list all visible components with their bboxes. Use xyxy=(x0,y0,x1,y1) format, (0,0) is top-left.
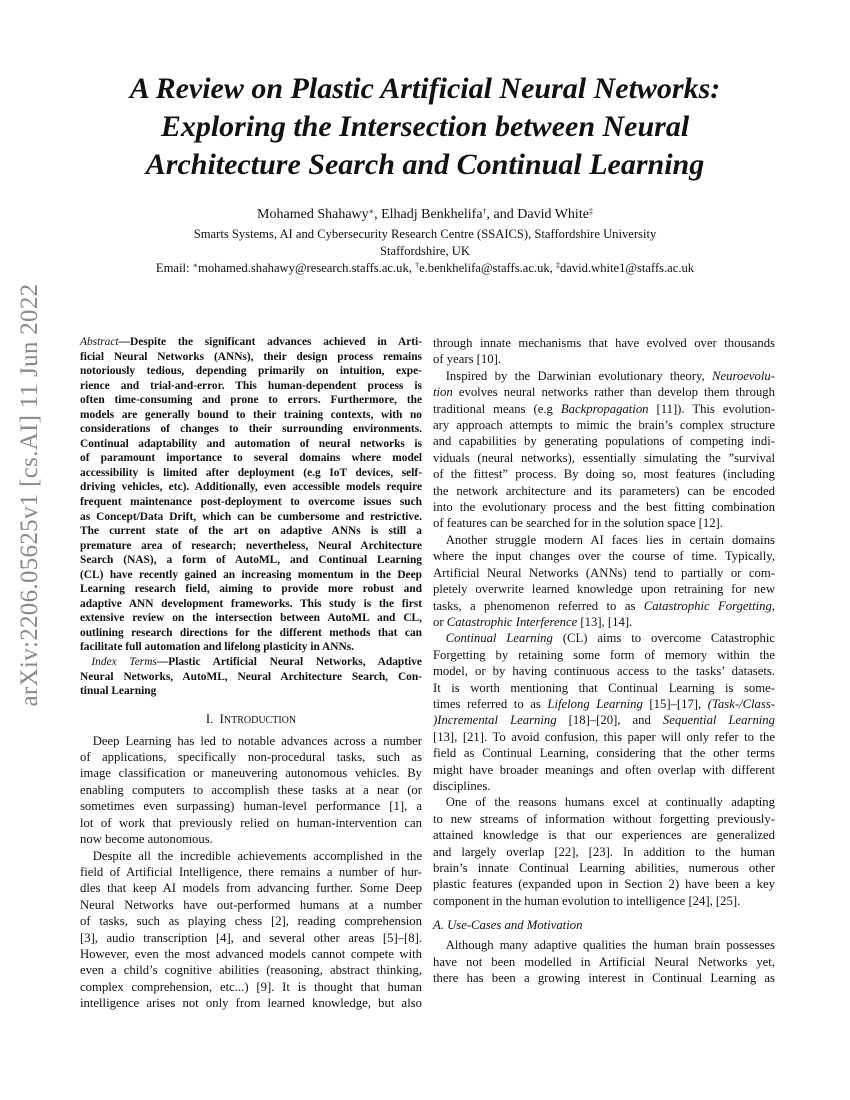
affiliation: Smarts Systems, AI and Cybersecurity Research Centre (SSAICS), Staffordshire University xyxy=(193,227,657,241)
author-mark: ∗ xyxy=(368,207,375,216)
abstract-line: Continual adaptability and automation of neural networks is xyxy=(80,437,422,450)
paragraph-line: Artificial Neural Networks (ANNs) tend to partially or com- xyxy=(433,565,775,580)
paragraph xyxy=(80,733,422,848)
paragraph-line: brain’s innate Continual Learning abilities, numerous other xyxy=(433,861,775,875)
paragraph-line: enabling computers to accomplish these tasks at a near (or xyxy=(80,782,422,797)
paragraph xyxy=(433,794,775,909)
term-italic: Continual Learning xyxy=(445,631,553,646)
paragraph xyxy=(433,937,775,986)
paragraph xyxy=(433,630,775,794)
email-mark: † xyxy=(415,261,420,270)
abstract-line xyxy=(80,335,422,350)
term-italic: Catastrophic Forgetting xyxy=(643,598,772,613)
paragraph-line: image classification or maneuvering autonomous vehicles. By xyxy=(80,766,422,781)
paragraph-line: even a child’s cognitive abilities (reasoning, abstract thinking, xyxy=(80,963,422,978)
author-name: Elhadj Benkhelifa xyxy=(381,207,483,222)
email-mark: ∗ xyxy=(192,261,199,270)
index-terms xyxy=(80,655,422,699)
paragraph-line: pletely overwrite learned knowledge upon retraining for new xyxy=(433,582,775,597)
abstract-line: (CL) have recently gained an increasing momentum in the Deep xyxy=(80,568,422,581)
paragraph-line: intelligence arises not only from learned knowledge, but also xyxy=(80,996,422,1011)
title-line: Exploring the Intersection between Neural xyxy=(160,110,690,143)
email-line xyxy=(60,260,790,277)
paragraph-line: now become autonomous. xyxy=(80,832,213,847)
subsection-heading: A. Use-Cases and Motivation xyxy=(433,918,583,933)
paragraph-line: of the fittest” process. By doing so, most features (including xyxy=(433,467,775,482)
text-run: evolves neural networks rather than develop them through xyxy=(458,385,775,400)
index-terms-text: —Plastic Artificial Neural Networks, Adaptive xyxy=(156,656,422,669)
paragraph-line: field as Continual Learning, considering that the other terms xyxy=(433,746,775,761)
abstract-line: accessibility is limited after deployment (e.g IoT devices, self- xyxy=(80,466,422,479)
paragraph xyxy=(433,368,775,532)
section-heading-introduction xyxy=(80,711,422,729)
paragraph-line: viduals (neural networks), essentially simulating the ”survival xyxy=(433,450,775,465)
paragraph-line: and largely overlap [22], [23]. In addition to the human xyxy=(433,844,775,859)
text-run: , xyxy=(771,598,775,613)
term-italic: Catastrophic Interference xyxy=(446,614,578,629)
index-terms-line: tinual Learning xyxy=(80,685,157,698)
paragraph-line: through innate mechanisms that have evolved over thousands xyxy=(433,336,775,350)
email-address: e.benkhelifa@staffs.ac.uk, xyxy=(419,261,553,275)
paragraph-line xyxy=(433,794,775,810)
text-run: Although many adaptive qualities the human brain possesses xyxy=(445,938,775,953)
author-list: Mohamed Shahawy∗, Elhadj Benkhelifa†, and David White‡ xyxy=(257,207,593,222)
paragraph-line xyxy=(80,848,422,864)
left-column xyxy=(80,335,422,1012)
paragraph-line: Forgetting by retaining some form of memory within the xyxy=(433,647,775,662)
paragraph-line xyxy=(80,733,422,749)
index-terms-line: Neural Networks, AutoML, Neural Architecture Search, Con- xyxy=(80,670,422,683)
paragraph-line: sometimes even surpassing) human-level performance [1], a xyxy=(80,799,422,814)
arxiv-id-text: arXiv:2206.05625v1 [cs.AI] 11 Jun 2022 xyxy=(16,283,43,707)
paragraph-line: of tasks, such as playing chess [2], reading comprehension xyxy=(80,914,422,929)
text-run: Another struggle modern AI faces lies in certain domains xyxy=(445,532,775,547)
text-run: [11]). This evolution- xyxy=(656,401,776,416)
email-address: david.white1@staffs.ac.uk xyxy=(559,261,695,275)
paragraph-line: model, or by having continuous access to the tasks’ datasets. xyxy=(433,664,775,679)
abstract-line: notoriously tedious, depending primarily on intuition, expe- xyxy=(80,365,422,378)
paragraph-line: the network architecture and its parameters) can be encoded xyxy=(433,483,775,498)
email-address: mohamed.shahawy@research.staffs.ac.uk, xyxy=(198,261,412,275)
text-run: or xyxy=(433,614,444,629)
abstract-line: extensive review on the intersection between AutoML and CL, xyxy=(80,612,422,625)
text-run: traditional means (e.g xyxy=(433,401,553,416)
abstract-line: driving vehicles, etc). Additionally, even accessible models require xyxy=(80,481,422,494)
paragraph-line: [3], audio transcription [4], and several other areas [5]–[8]. xyxy=(80,930,422,945)
section-title-rest: NTRODUCTION xyxy=(223,714,297,726)
abstract-line: models are generally bound to their training contexts, with no xyxy=(80,408,422,421)
paragraph-line: [13], [21]. To avoid confusion, this paper will only refer to the xyxy=(433,729,775,744)
email-mark: ‡ xyxy=(555,261,560,270)
text-run: (CL) aims to overcome Catastrophic xyxy=(562,631,776,646)
paragraph-line xyxy=(433,368,775,384)
paragraph xyxy=(433,335,775,368)
paragraph-line: Neural Networks have out-performed humans at a number xyxy=(80,897,422,912)
abstract-line: of paramount importance to several domains where model xyxy=(80,452,422,465)
paragraph-line xyxy=(433,614,775,630)
abstract-line: as Concept/Data Drift, which can be cumbersome and restrictive. xyxy=(80,510,422,523)
text-run: One of the reasons humans excel at continually adapting xyxy=(445,795,775,810)
text-run: times referred to as xyxy=(433,696,541,711)
term-italic: Sequential Learning xyxy=(662,713,775,728)
paragraph-line: plastic features (expanded upon in Section 2) have been a key xyxy=(433,877,775,892)
text-run: [13], [14]. xyxy=(580,614,633,629)
paragraph-line: to new streams of information without forgetting previously- xyxy=(433,811,775,826)
paragraph-line xyxy=(433,630,775,646)
paragraph-line: attained knowledge is that our experiences are generalized xyxy=(433,828,775,843)
paragraph-line xyxy=(433,696,775,712)
paragraph-line: field of Artificial Intelligence, there remains a number of hur- xyxy=(80,864,422,879)
section-initial: I xyxy=(219,711,224,726)
right-column xyxy=(433,335,775,986)
paragraph-line: lot of work that previously relied on human-intervention can xyxy=(80,815,422,830)
title-line: Architecture Search and Continual Learning xyxy=(145,148,705,181)
email-label: Email: xyxy=(155,261,190,275)
paragraph-line: of applications, specifically non-procedural tasks, such as xyxy=(80,750,422,765)
abstract-line: facilitate full automation and lifelong plasticity in ANNs. xyxy=(80,641,355,654)
paragraph-line xyxy=(433,532,775,548)
term-italic: Neuroevolu- xyxy=(712,368,775,383)
paragraph-line: have not been modelled in Artificial Neural Networks yet, xyxy=(433,954,775,969)
paragraph-line xyxy=(433,401,775,417)
abstract-line: premature area of research; nevertheless, Neural Architecture xyxy=(80,539,422,552)
term-italic: Lifelong Learning xyxy=(547,696,643,711)
arxiv-identifier xyxy=(8,260,52,730)
text-run: [18]–[20], and xyxy=(568,713,651,728)
abstract xyxy=(80,335,422,655)
section-numeral: I. xyxy=(205,711,214,726)
paragraph-line: ary approach attempts to mimic the brain’s complex structure xyxy=(433,418,775,433)
index-terms-label: Index Terms xyxy=(91,656,157,669)
paper-title xyxy=(60,70,790,184)
index-terms-line xyxy=(80,655,422,670)
abstract-line: frequent maintenance post-deployment to overcome issues such xyxy=(80,496,422,509)
abstract-line: outlining research directions for the different methods that can xyxy=(80,626,422,639)
paragraph-line: However, even the most advanced models cannot compete with xyxy=(80,946,422,961)
abstract-line: considerations of changes to their surrounding environments. xyxy=(80,423,422,436)
text-run: [15]–[17], xyxy=(649,696,702,711)
paragraph xyxy=(80,848,422,1012)
paragraph-line: into the evolutionary process and the best fitting combination xyxy=(433,500,775,515)
author-name: and David White xyxy=(493,207,589,222)
paragraph-line xyxy=(433,384,775,400)
paragraph-line: and capabilities by generating populations of competing indi- xyxy=(433,434,775,449)
paragraph-line xyxy=(433,937,775,953)
paragraph-line: component in the human evolution to intelligence [24], [25]. xyxy=(433,893,741,908)
paragraph xyxy=(433,532,775,630)
paragraph-line: might have broader meanings and often overlap with different xyxy=(433,762,775,777)
term-italic: tion xyxy=(433,385,453,400)
author-mark: ‡ xyxy=(588,207,593,216)
title-line: A Review on Plastic Artificial Neural Networks: xyxy=(129,72,721,105)
abstract-line: Learning research field, aiming to provide more robust and xyxy=(80,583,422,596)
term-italic: )Incremental Learning xyxy=(433,713,557,728)
abstract-line: rience and trial-and-error. This human-dependent process is xyxy=(80,379,422,392)
paragraph-text: Despite all the incredible achievements accomplished in the xyxy=(92,848,422,863)
abstract-line: adaptive ANN development frameworks. This study is the first xyxy=(80,597,422,610)
abstract-line: ficial Neural Networks (ANNs), their design process remains xyxy=(80,350,422,363)
abstract-line: Search (NAS), a form of AutoML, and Continual Learning xyxy=(80,554,422,567)
term-italic: (Task-/Class- xyxy=(707,696,776,711)
abstract-line: often time-consuming and prone to errors. Furthermore, the xyxy=(80,394,422,407)
affiliation: Staffordshire, UK xyxy=(379,244,470,258)
paragraph-line: disciplines. xyxy=(433,778,491,793)
paragraph-line xyxy=(433,598,775,614)
text-run: tasks, a phenomenon referred to as xyxy=(433,598,636,613)
paragraph-line xyxy=(433,712,775,728)
paragraph-line: complex comprehension, etc...) [9]. It is thought that human xyxy=(80,979,422,994)
paragraph-line: dles that keep AI models from advancing further. Some Deep xyxy=(80,881,422,896)
paragraph-line: where the input changes over the course of time. Typically, xyxy=(433,549,775,564)
paragraph-line: It is worth mentioning that Continual Learning is some- xyxy=(433,680,775,695)
paragraph-line: there has been a growing interest in Continual Learning as xyxy=(433,971,775,986)
paragraph-text: Deep Learning has led to notable advances across a number xyxy=(92,733,422,748)
author-mark: † xyxy=(482,207,487,216)
abstract-text: —Despite the significant advances achieved in Arti- xyxy=(118,336,422,348)
paragraph-line: of years [10]. xyxy=(433,352,501,367)
abstract-line: The current state of the art on adaptive ANNs is still a xyxy=(80,525,422,538)
abstract-label: Abstract xyxy=(80,336,119,348)
text-run: Inspired by the Darwinian evolutionary theory, xyxy=(445,368,705,383)
term-italic: Backpropagation xyxy=(560,401,649,416)
paragraph-line: of features can be searched for in the solution space [12]. xyxy=(433,516,723,531)
author-name: Mohamed Shahawy xyxy=(257,207,369,222)
